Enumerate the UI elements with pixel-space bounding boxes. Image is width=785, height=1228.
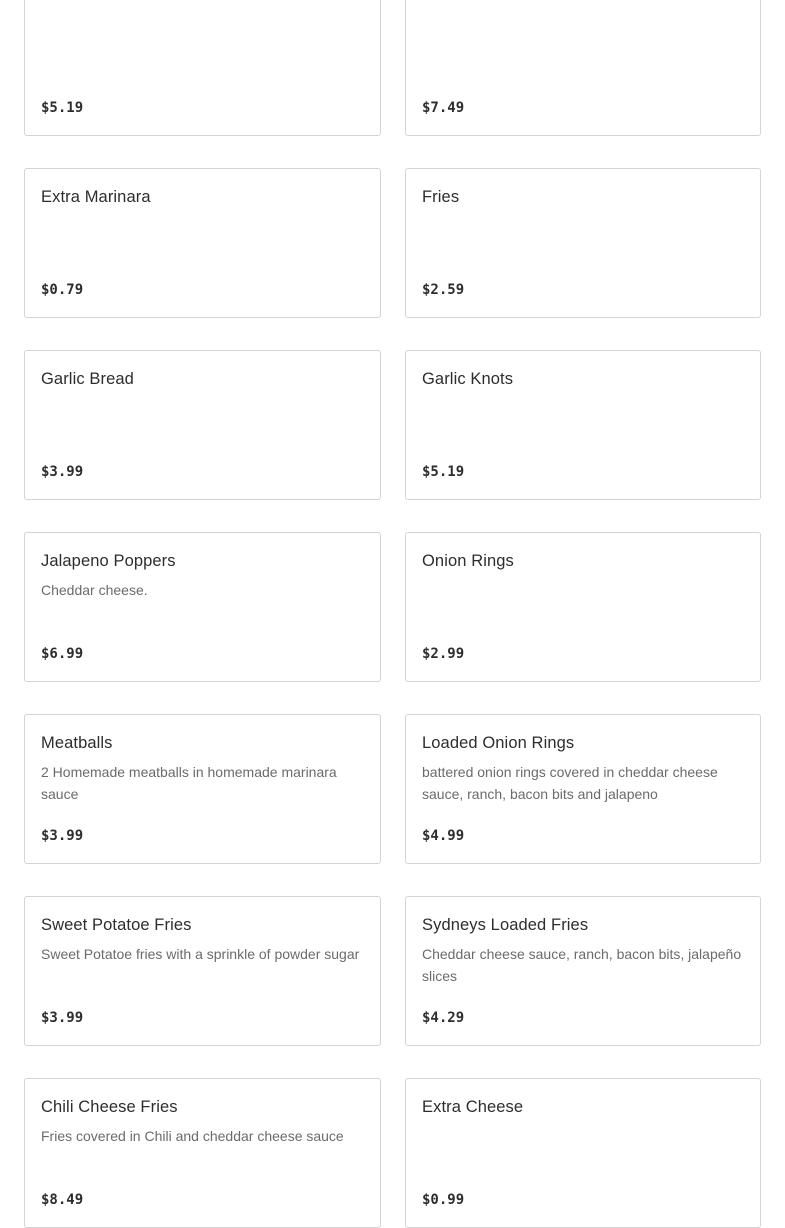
menu-item-card[interactable] (405, 0, 761, 136)
item-price: $7.49 (422, 100, 465, 116)
menu-item-card[interactable] (405, 714, 761, 864)
item-name: Garlic Knots (422, 370, 514, 388)
menu-item-card[interactable] (405, 350, 761, 500)
item-price: $6.99 (41, 646, 84, 662)
menu-item-card[interactable] (24, 714, 381, 864)
item-description: Sweet Potatoe fries with a sprinkle of powder sugar (41, 946, 360, 962)
item-description: Cheddar cheese sauce, ranch, bacon bits, jalapeño slices (422, 946, 742, 984)
item-price: $3.99 (41, 1010, 84, 1026)
menu-item-card[interactable] (24, 532, 381, 682)
item-price: $4.99 (422, 828, 465, 844)
item-name: Loaded Onion Rings (422, 734, 575, 752)
item-price: $4.29 (422, 1010, 465, 1026)
item-price: $5.19 (41, 100, 84, 116)
item-price: $0.99 (422, 1192, 465, 1208)
item-name: Jalapeno Poppers (41, 552, 176, 570)
menu-item-card[interactable] (405, 168, 761, 318)
menu-item-card[interactable] (24, 168, 381, 318)
item-description: Fries covered in Chili and cheddar cheese sauce (41, 1128, 344, 1144)
item-name: Sweet Potatoe Fries (41, 916, 192, 934)
menu-item-card[interactable] (405, 1078, 761, 1228)
item-name: Garlic Bread (41, 370, 134, 388)
item-price: $8.49 (41, 1192, 84, 1208)
menu-item-card[interactable] (405, 532, 761, 682)
item-price: $2.59 (422, 282, 465, 298)
item-price: $3.99 (41, 464, 84, 480)
item-description: 2 Homemade meatballs in homemade marinara sauce (41, 764, 337, 802)
item-name: Onion Rings (422, 552, 514, 570)
item-price: $2.99 (422, 646, 465, 662)
item-price: $0.79 (41, 282, 84, 298)
item-name: Meatballs (41, 734, 113, 752)
item-price: $5.19 (422, 464, 465, 480)
menu-item-grid (24, 0, 761, 1228)
item-name: Sydneys Loaded Fries (422, 916, 589, 934)
item-name: Fries (422, 188, 460, 206)
item-name: Chili Cheese Fries (41, 1098, 178, 1116)
item-description: battered onion rings covered in cheddar cheese sauce, ranch, bacon bits and jalapeno (422, 764, 718, 802)
item-price: $3.99 (41, 828, 84, 844)
menu-item-card[interactable] (405, 896, 761, 1046)
item-description: Cheddar cheese. (41, 582, 148, 598)
menu-item-card[interactable] (24, 0, 381, 136)
menu-item-card[interactable] (24, 896, 381, 1046)
menu-item-card[interactable] (24, 350, 381, 500)
item-name: Extra Cheese (422, 1098, 524, 1116)
menu-item-card[interactable] (24, 1078, 381, 1228)
item-name: Extra Marinara (41, 188, 151, 206)
